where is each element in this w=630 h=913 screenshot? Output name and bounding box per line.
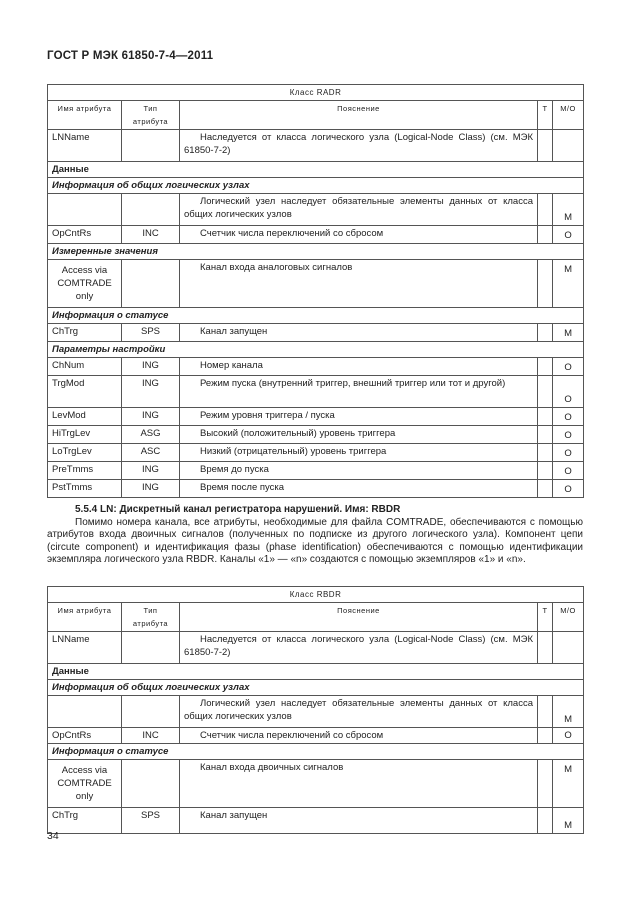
document-header: ГОСТ Р МЭК 61850-7-4—2011 bbox=[47, 50, 214, 62]
attribute-type-cell: ING bbox=[122, 376, 180, 408]
attribute-type-cell: ING bbox=[122, 408, 180, 426]
attribute-type-cell: INC bbox=[122, 226, 180, 244]
attribute-description-cell: Высокий (положительный) уровень триггера bbox=[180, 426, 538, 444]
attribute-description-cell: Канал запущен bbox=[180, 808, 538, 834]
mo-cell: М bbox=[553, 696, 584, 728]
t-cell bbox=[538, 426, 553, 444]
table-row bbox=[48, 728, 584, 744]
table-row bbox=[48, 130, 584, 162]
t-cell bbox=[538, 760, 553, 808]
mo-cell bbox=[553, 632, 584, 664]
t-cell bbox=[538, 324, 553, 342]
t-cell bbox=[538, 130, 553, 162]
attribute-type-cell bbox=[122, 760, 180, 808]
radr-class-table bbox=[47, 84, 584, 498]
table-row bbox=[48, 408, 584, 426]
attribute-name-cell: PreTmms bbox=[48, 462, 122, 480]
column-header-t: Т bbox=[538, 603, 553, 632]
attribute-type-cell: ASC bbox=[122, 444, 180, 462]
t-cell bbox=[538, 260, 553, 308]
attribute-description-cell: Канал входа аналоговых сигналов bbox=[180, 260, 538, 308]
attribute-description-cell: Низкий (отрицательный) уровень триггера bbox=[180, 444, 538, 462]
table-row bbox=[48, 358, 584, 376]
t-cell bbox=[538, 226, 553, 244]
mo-cell: О bbox=[553, 444, 584, 462]
attribute-description-cell: Наследуется от класса логического узла (Logical-Node Class) (см. МЭК 61850-7-2) bbox=[180, 130, 538, 162]
section-rbdr-text bbox=[47, 504, 583, 567]
table-row bbox=[48, 426, 584, 444]
attribute-name-cell: LoTrgLev bbox=[48, 444, 122, 462]
t-cell bbox=[538, 728, 553, 744]
section-header-row bbox=[48, 744, 584, 760]
section-header-row bbox=[48, 244, 584, 260]
mo-cell: О bbox=[553, 358, 584, 376]
attribute-name-cell: OpCntRs bbox=[48, 226, 122, 244]
column-header-desc: Пояснение bbox=[180, 603, 538, 632]
attribute-description-cell: Время до пуска bbox=[180, 462, 538, 480]
attribute-name-cell bbox=[48, 696, 122, 728]
t-cell bbox=[538, 358, 553, 376]
t-cell bbox=[538, 632, 553, 664]
attribute-name-cell: TrgMod bbox=[48, 376, 122, 408]
attribute-type-cell bbox=[122, 130, 180, 162]
section-header-label: Информация о статусе bbox=[48, 744, 584, 760]
attribute-description-cell: Счетчик числа переключений со сбросом bbox=[180, 226, 538, 244]
table-title: Класс RADR bbox=[48, 85, 584, 101]
mo-cell: М bbox=[553, 808, 584, 834]
attribute-description-cell: Канал входа двоичных сигналов bbox=[180, 760, 538, 808]
attribute-name-cell: LevMod bbox=[48, 408, 122, 426]
attribute-name-cell: LNName bbox=[48, 632, 122, 664]
attribute-type-cell: ASG bbox=[122, 426, 180, 444]
mo-cell: О bbox=[553, 480, 584, 498]
table-row bbox=[48, 444, 584, 462]
attribute-type-cell bbox=[122, 194, 180, 226]
t-cell bbox=[538, 480, 553, 498]
column-header-mo: М/О bbox=[553, 603, 584, 632]
attribute-name-cell: HiTrgLev bbox=[48, 426, 122, 444]
mo-cell: М bbox=[553, 324, 584, 342]
table-row bbox=[48, 480, 584, 498]
mo-cell: М bbox=[553, 260, 584, 308]
attribute-type-cell: ING bbox=[122, 358, 180, 376]
attribute-description-cell: Наследуется от класса логического узла (Logical-Node Class) (см. МЭК 61850-7-2) bbox=[180, 632, 538, 664]
column-header-type: Тип атрибута bbox=[122, 603, 180, 632]
column-header-mo: М/О bbox=[553, 101, 584, 130]
table-row bbox=[48, 760, 584, 808]
attribute-name-cell bbox=[48, 194, 122, 226]
attribute-name-cell: ChTrg bbox=[48, 808, 122, 834]
table-title-row bbox=[48, 85, 584, 101]
table-row bbox=[48, 462, 584, 480]
attribute-type-cell: SPS bbox=[122, 808, 180, 834]
t-cell bbox=[538, 376, 553, 408]
mo-cell bbox=[553, 130, 584, 162]
attribute-description-cell: Канал запущен bbox=[180, 324, 538, 342]
attribute-description-cell: Логический узел наследует обязательные элементы данных от класса общих логических узлов bbox=[180, 194, 538, 226]
rbdr-class-table bbox=[47, 586, 584, 834]
section-header-label: Информация об общих логических узлах bbox=[48, 680, 584, 696]
table-row bbox=[48, 226, 584, 244]
table-row bbox=[48, 324, 584, 342]
section-body: Помимо номера канала, все атрибуты, необходимые для файла COMTRADE, обеспечиваются с помощью атрибутов входа двоичных сигналов (полученных по подписке из другого логического узла). Компонент цепи (circute component) и идентификация фазы (phase identification) обеспечиваются с помощью идентификации экземпляра логического узла RBDR. Каналы «1» — «n» создаются с помощью экземпляров «1» и «n». bbox=[47, 516, 583, 565]
column-header-t: Т bbox=[538, 101, 553, 130]
attribute-description-cell: Режим уровня триггера / пуска bbox=[180, 408, 538, 426]
attribute-name-cell: Access via COMTRADE only bbox=[48, 760, 122, 808]
attribute-type-cell: SPS bbox=[122, 324, 180, 342]
section-header-label: Измеренные значения bbox=[48, 244, 584, 260]
attribute-type-cell bbox=[122, 260, 180, 308]
attribute-type-cell bbox=[122, 632, 180, 664]
t-cell bbox=[538, 194, 553, 226]
attribute-description-cell: Логический узел наследует обязательные элементы данных от класса общих логических узлов bbox=[180, 696, 538, 728]
mo-cell: О bbox=[553, 376, 584, 408]
table-row bbox=[48, 376, 584, 408]
mo-cell: О bbox=[553, 728, 584, 744]
section-header-row bbox=[48, 162, 584, 178]
column-header-type: Тип атрибута bbox=[122, 101, 180, 130]
attribute-type-cell: INC bbox=[122, 728, 180, 744]
attribute-name-cell: OpCntRs bbox=[48, 728, 122, 744]
table-header-row bbox=[48, 603, 584, 632]
mo-cell: О bbox=[553, 462, 584, 480]
table-row bbox=[48, 808, 584, 834]
section-header-label: Информация об общих логических узлах bbox=[48, 178, 584, 194]
attribute-description-cell: Режим пуска (внутренний триггер, внешний триггер или тот и другой) bbox=[180, 376, 538, 408]
table-row bbox=[48, 696, 584, 728]
table-title: Класс RBDR bbox=[48, 587, 584, 603]
attribute-name-cell: Access via COMTRADE only bbox=[48, 260, 122, 308]
t-cell bbox=[538, 444, 553, 462]
column-header-name: Имя атрибута bbox=[48, 603, 122, 632]
mo-cell: О bbox=[553, 426, 584, 444]
section-header-row bbox=[48, 342, 584, 358]
section-title: 5.5.4 LN: Дискретный канал регистратора нарушений. Имя: RBDR bbox=[75, 504, 401, 515]
section-header-label: Данные bbox=[48, 664, 584, 680]
table-row bbox=[48, 194, 584, 226]
attribute-description-cell: Время после пуска bbox=[180, 480, 538, 498]
t-cell bbox=[538, 808, 553, 834]
mo-cell: М bbox=[553, 194, 584, 226]
section-header-label: Информация о статусе bbox=[48, 308, 584, 324]
section-header-row bbox=[48, 308, 584, 324]
section-header-label: Данные bbox=[48, 162, 584, 178]
attribute-name-cell: LNName bbox=[48, 130, 122, 162]
section-header-row bbox=[48, 680, 584, 696]
t-cell bbox=[538, 408, 553, 426]
table-row bbox=[48, 260, 584, 308]
attribute-description-cell: Счетчик числа переключений со сбросом bbox=[180, 728, 538, 744]
column-header-desc: Пояснение bbox=[180, 101, 538, 130]
attribute-description-cell: Номер канала bbox=[180, 358, 538, 376]
table-header-row bbox=[48, 101, 584, 130]
column-header-name: Имя атрибута bbox=[48, 101, 122, 130]
attribute-name-cell: ChTrg bbox=[48, 324, 122, 342]
table-title-row bbox=[48, 587, 584, 603]
section-header-row bbox=[48, 664, 584, 680]
mo-cell: О bbox=[553, 408, 584, 426]
mo-cell: М bbox=[553, 760, 584, 808]
page-number: 34 bbox=[47, 830, 59, 842]
attribute-type-cell: ING bbox=[122, 480, 180, 498]
section-header-label: Параметры настройки bbox=[48, 342, 584, 358]
t-cell bbox=[538, 462, 553, 480]
mo-cell: О bbox=[553, 226, 584, 244]
attribute-type-cell: ING bbox=[122, 462, 180, 480]
attribute-name-cell: ChNum bbox=[48, 358, 122, 376]
attribute-type-cell bbox=[122, 696, 180, 728]
attribute-name-cell: PstTmms bbox=[48, 480, 122, 498]
section-header-row bbox=[48, 178, 584, 194]
table-row bbox=[48, 632, 584, 664]
t-cell bbox=[538, 696, 553, 728]
